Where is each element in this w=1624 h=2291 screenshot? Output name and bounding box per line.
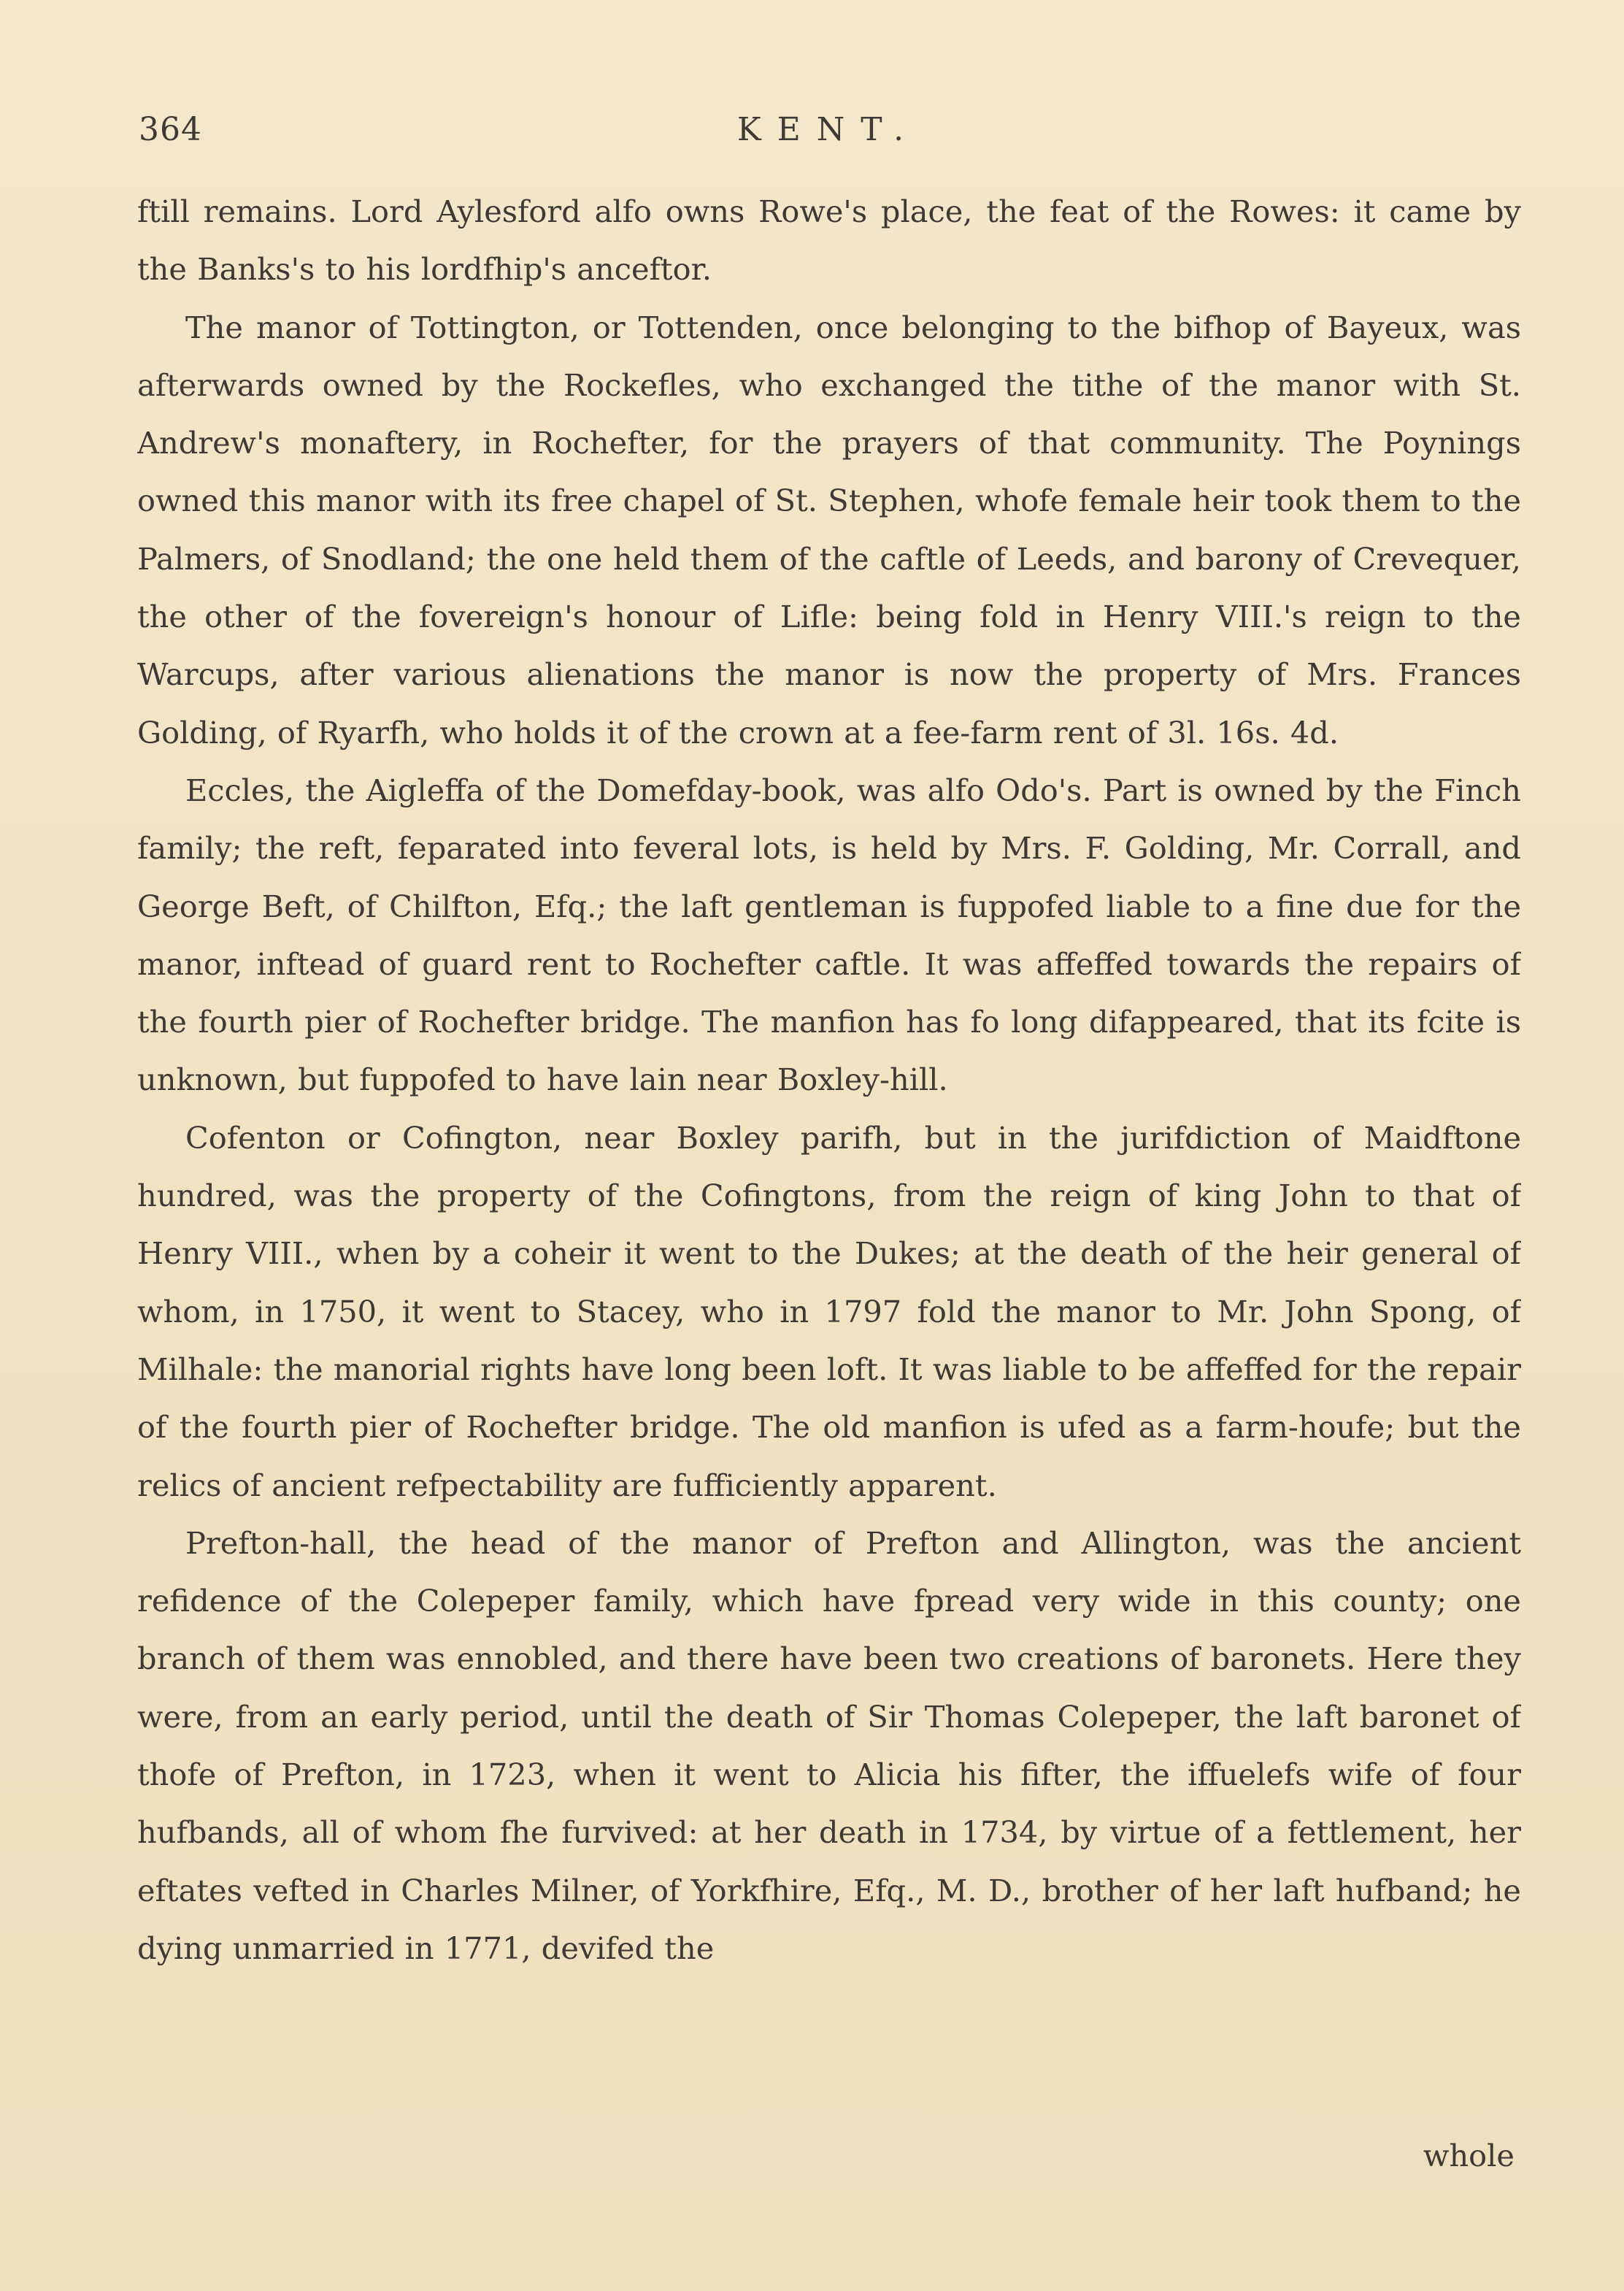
body-text	[137, 183, 1521, 2190]
paragraph-continued: ftill remains. Lord Aylesford alfo owns Rowe's place, the feat of the Rowes: it came by the Banks's to his lordfhip's anceftor.	[137, 193, 1521, 288]
running-head: KENT.	[736, 111, 920, 148]
paragraph-prefton-hall: Prefton-hall, the head of the manor of Prefton and Allington, was the ancient refidence of the Colepeper family, which have fpread very wide in this county; one branch of them was ennobled, and there have been two creations of baronets. Here they were, from an early period, until the death of Sir Thomas Colepeper, the laft baronet of thofe of Prefton, in 1723, when it went to Alicia his fifter, the iffuelefs wife of four hufbands, all of whom fhe furvived: at her death in 1734, by virtue of a fettlement, her eftates vefted in Charles Milner, of Yorkfhire, Efq., M. D., brother of her laft hufband; he dying unmarried in 1771, devifed the	[137, 1524, 1521, 1966]
paragraph-cofenton: Cofenton or Cofington, near Boxley parifh, but in the jurifdiction of Maidftone hundred, was the property of the Cofingtons, from the reign of king John to that of Henry VIII., when by a coheir it went to the Dukes; at the death of the heir general of whom, in 1750, it went to Stacey, who in 1797 fold the manor to Mr. John Spong, of Milhale: the manorial rights have long been loft. It was liable to be affeffed for the repair of the fourth pier of Rochefter bridge. The old manfion is ufed as a farm-houfe; but the relics of ancient refpectability are fufficiently apparent.	[137, 1119, 1521, 1503]
page-number: 364	[139, 111, 202, 148]
paragraph-eccles: Eccles, the Aigleffa of the Domefday-book, was alfo Odo's. Part is owned by the Finch family; the reft, feparated into feveral lots, is held by Mrs. F. Golding, Mr. Corrall, and George Beft, of Chilfton, Efq.; the laft gentleman is fuppofed liable to a fine due for the manor, inftead of guard rent to Rochefter caftle. It was affeffed towards the repairs of the fourth pier of Rochefter bridge. The manfion has fo long difappeared, that its fcite is unknown, but fuppofed to have lain near Boxley-hill.	[137, 772, 1521, 1098]
page-header	[139, 111, 1518, 162]
catchword: whole	[1423, 2138, 1515, 2173]
paragraph-tottington: The manor of Tottington, or Tottenden, once belonging to the bifhop of Bayeux, was afterwards owned by the Rockefles, who exchanged the tithe of the manor with St. Andrew's monaftery, in Rochefter, for the prayers of that community. The Poynings owned this manor with its free chapel of St. Stephen, whofe female heir took them to the Palmers, of Snodland; the one held them of the caftle of Leeds, and barony of Crevequer, the other of the fovereign's honour of Lifle: being fold in Henry VIII.'s reign to the Warcups, after various alienations the manor is now the property of Mrs. Frances Golding, of Ryarfh, who holds it of the crown at a fee-farm rent of 3l. 16s. 4d.	[137, 309, 1521, 751]
